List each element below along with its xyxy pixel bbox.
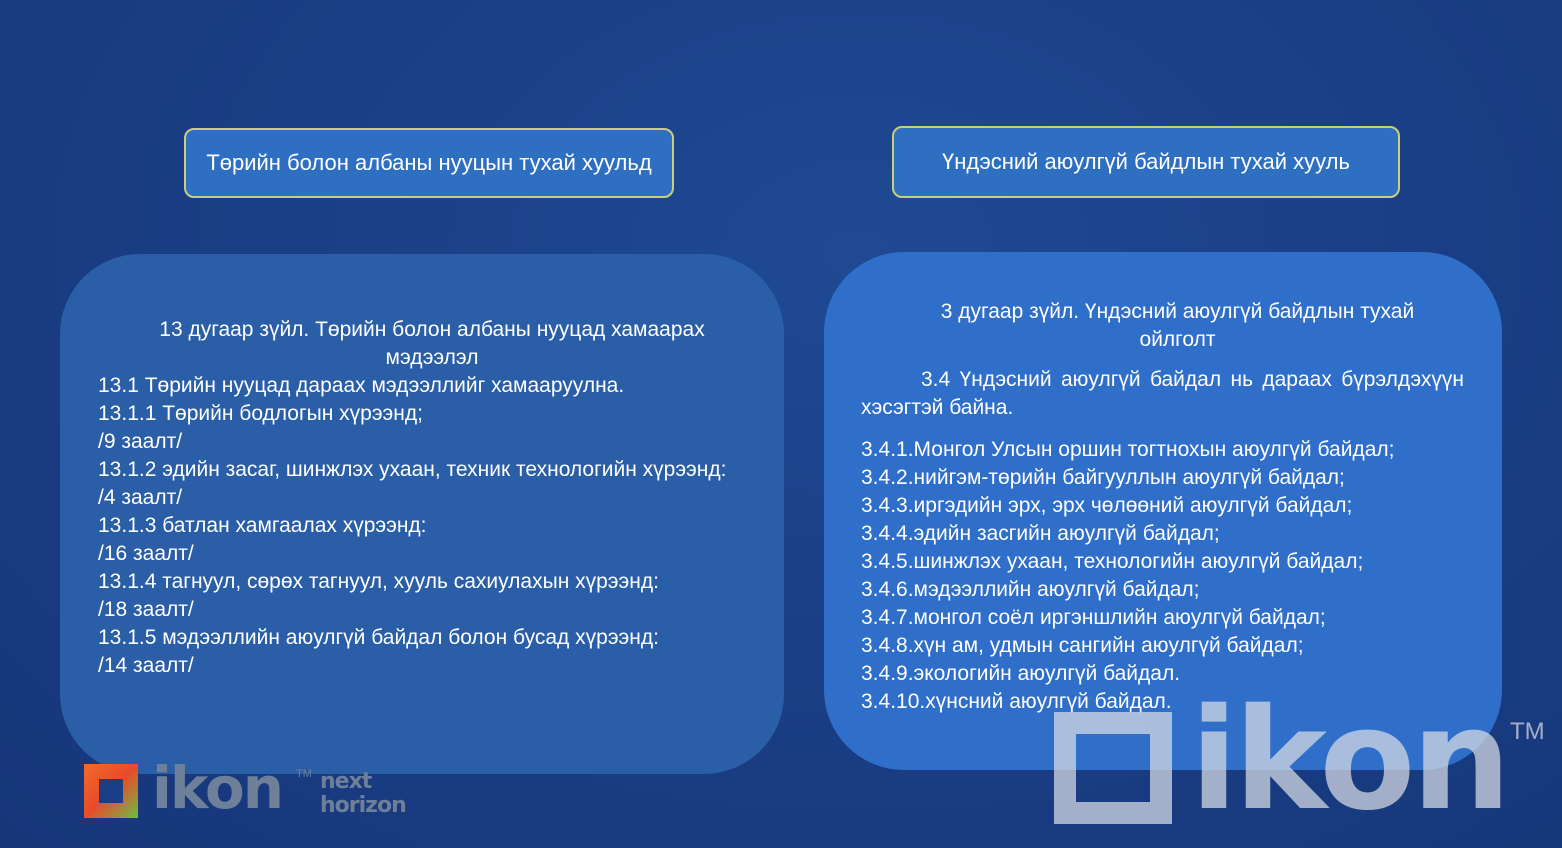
left-line: /16 заалт/ [98, 542, 194, 565]
right-list-item: 3.4.6.мэдээллийн аюулгүй байдал; [861, 578, 1200, 601]
left-line: /4 заалт/ [98, 486, 183, 509]
ikon-logo [84, 754, 424, 830]
right-list-item: 3.4.5.шинжлэх ухаан, технологийн аюулгүй байдал; [861, 550, 1364, 573]
left-line: 13.1.4 тагнуул, сөрөх тагнуул, хууль сахиулахын хүрээнд: [98, 570, 659, 593]
left-line: 13.1.2 эдийн засаг, шинжлэх ухаан, техник технологийн хүрээнд: [98, 458, 727, 481]
left-line: /18 заалт/ [98, 598, 194, 621]
watermark-wordmark: ikon [1190, 679, 1508, 842]
right-list-item: 3.4.8.хүн ам, удмын сангийн аюулгүй байдал; [861, 634, 1304, 657]
left-line: 13.1.5 мэдээллийн аюулгүй байдал болон бусад хүрээнд: [98, 626, 659, 649]
ikon-logo-wordmark: ikon [152, 754, 283, 822]
tagline-line2: horizon [320, 793, 406, 818]
right-list-item: 3.4.9.экологийн аюулгүй байдал. [861, 662, 1181, 685]
watermark-tm: TM [1510, 718, 1545, 745]
ikon-logo-square-icon [84, 764, 138, 818]
left-title-box [184, 128, 674, 198]
tagline-line1: next [320, 769, 372, 794]
left-line: 13.1 Төрийн нууцад дараах мэдээллийг хамааруулна. [98, 374, 625, 397]
left-line: /9 заалт/ [98, 430, 183, 453]
right-intro: 3.4 Үндэсний аюулгүй байдал нь дараах бүрэлдэхүүн хэсэгтэй байна. [861, 368, 1464, 419]
watermark-square-icon [1054, 712, 1172, 824]
left-line: 13.1.1 Төрийн бодлогын хүрээнд; [98, 402, 423, 425]
right-article-heading [861, 298, 1464, 354]
right-list-item: 3.4.3.иргэдийн эрх, эрх чөлөөний аюулгүй байдал; [861, 494, 1353, 517]
ikon-logo-tagline [320, 770, 406, 818]
right-list-item: 3.4.1.Монгол Улсын оршин тогтнохын аюулгүй байдал; [861, 438, 1395, 461]
left-line: /14 заалт/ [98, 654, 194, 677]
left-heading-line2: мэдээлэл [385, 346, 479, 369]
left-article-heading [98, 316, 746, 372]
ikon-logo-tm: TM [296, 768, 312, 780]
left-line: 13.1.3 батлан хамгаалах хүрээнд: [98, 514, 427, 537]
ikon-watermark [1050, 679, 1562, 848]
right-heading-line1: 3 дугаар зүйл. Үндэсний аюулгүй байдлын тухай [940, 300, 1415, 323]
left-title-text: Төрийн болон албаны нууцын тухай хуульд [206, 150, 652, 175]
right-title-text: Үндэсний аюулгүй байдлын тухай хууль [942, 149, 1350, 174]
right-list-item: 3.4.2.нийгэм-төрийн байгууллын аюулгүй байдал; [861, 466, 1345, 489]
right-list-item: 3.4.4.эдийн засгийн аюулгүй байдал; [861, 522, 1220, 545]
right-items-list [861, 436, 1464, 716]
right-title-box [892, 126, 1400, 198]
left-heading-line1: 13 дугаар зүйл. Төрийн болон албаны нууцад хамаарах [159, 318, 705, 341]
left-content-box [60, 254, 784, 774]
right-list-item: 3.4.7.монгол соёл иргэншлийн аюулгүй байдал; [861, 606, 1326, 629]
right-heading-line2: ойлголт [1139, 328, 1216, 351]
right-list-item: 3.4.10.хүнсний аюулгүй байдал. [861, 690, 1172, 713]
